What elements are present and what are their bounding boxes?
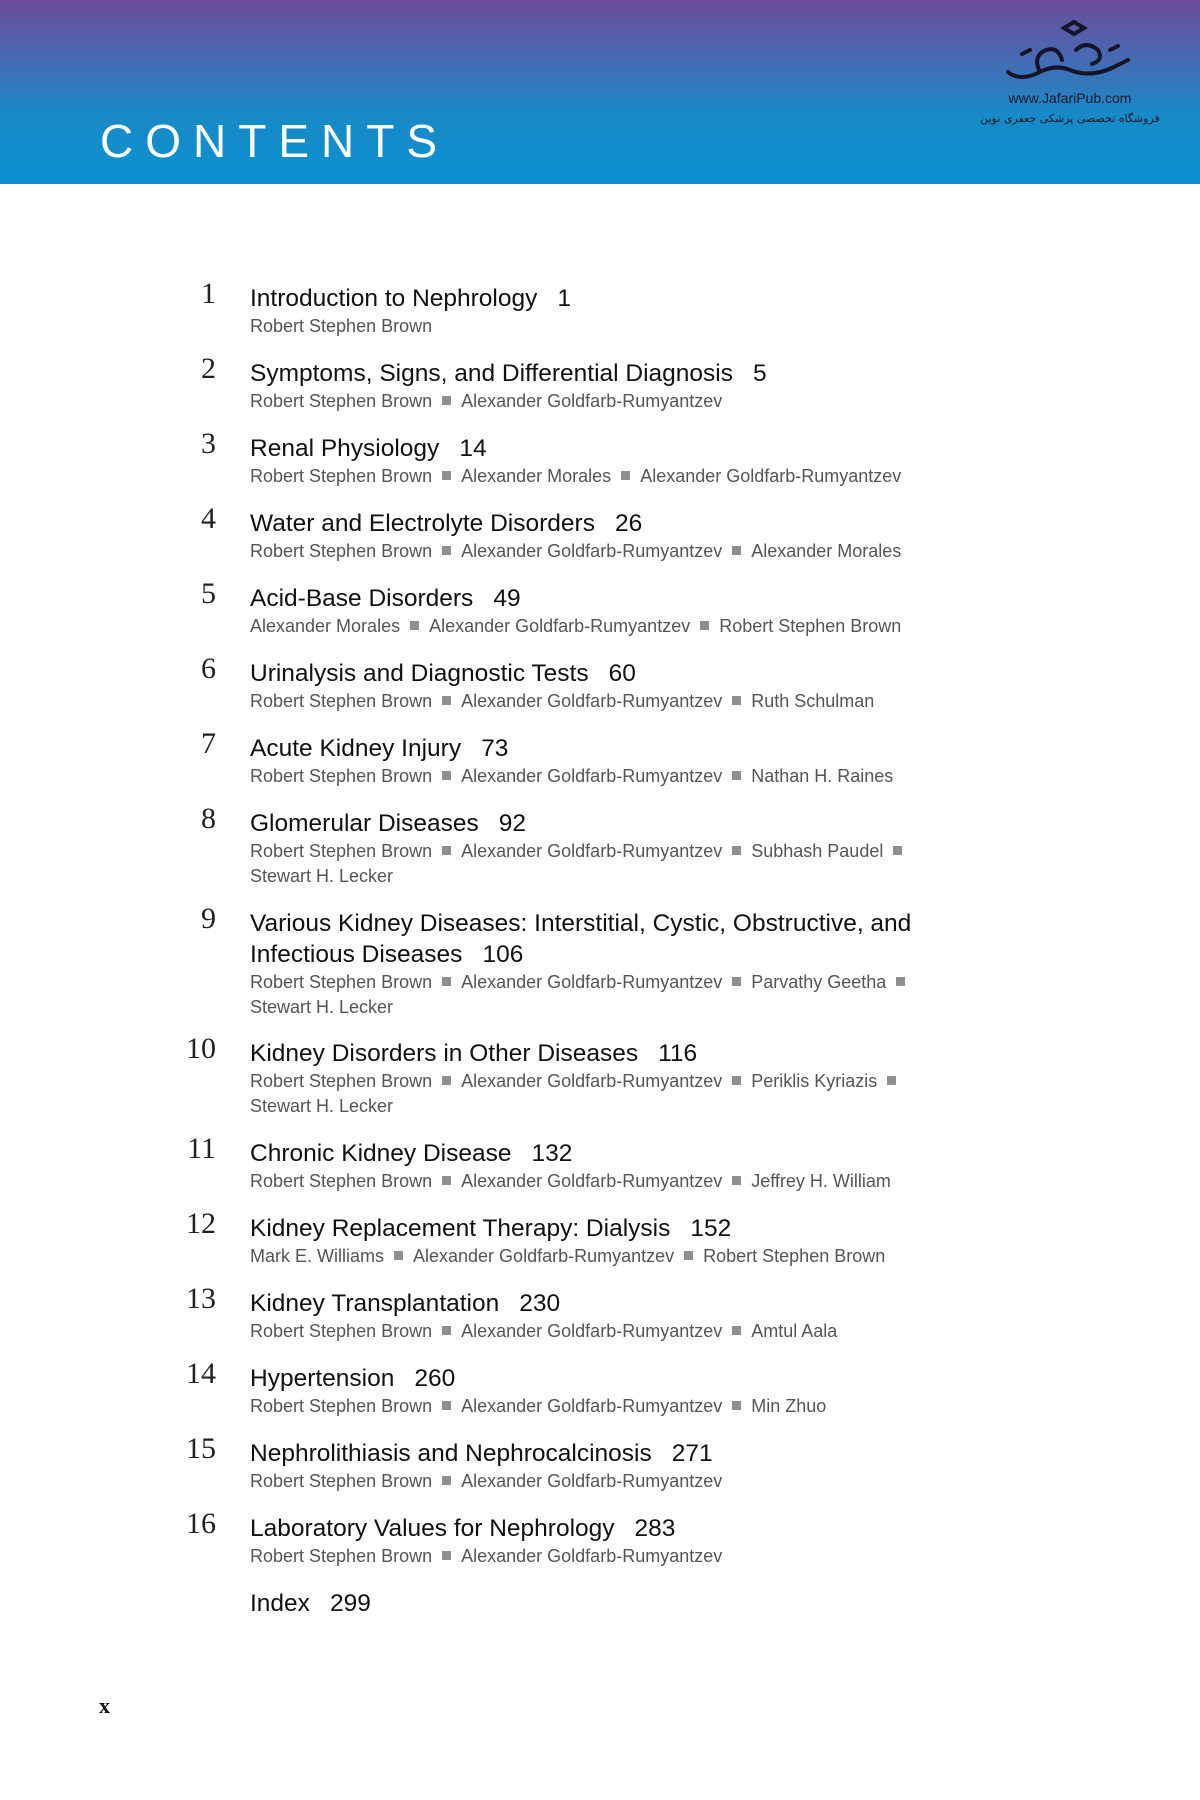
chapter-page-number: 152: [690, 1215, 732, 1242]
chapter-title: Urinalysis and Diagnostic Tests: [250, 660, 589, 687]
chapter-authors: [250, 970, 950, 1020]
chapter-authors: [250, 839, 950, 889]
author-separator-square: [700, 621, 709, 630]
chapter-title-line[interactable]: [250, 1138, 950, 1169]
chapter-title-line[interactable]: [250, 733, 950, 764]
author-separator-square: [442, 771, 451, 780]
author-separator-square: [887, 1076, 896, 1085]
publisher-logo: [1000, 20, 1140, 90]
chapter-number: 10: [186, 1032, 216, 1065]
chapter-page-number: 116: [658, 1040, 698, 1067]
author-name: Robert Stephen Brown: [250, 1396, 433, 1416]
author-name: Alexander Goldfarb-Rumyantzev: [640, 466, 902, 486]
author-name: Alexander Goldfarb-Rumyantzev: [461, 391, 723, 411]
author-name: Parvathy Geetha: [751, 972, 887, 992]
chapter-authors: [250, 764, 950, 789]
toc-entry-body: [250, 358, 950, 414]
author-name: Alexander Goldfarb-Rumyantzev: [461, 1171, 723, 1191]
chapter-authors: [250, 1394, 950, 1419]
author-separator-square: [684, 1251, 693, 1260]
chapter-title-line[interactable]: [250, 433, 950, 464]
chapter-title-line[interactable]: [250, 1363, 950, 1394]
toc-entry-body: [250, 1513, 950, 1569]
chapter-authors: [250, 1244, 950, 1269]
chapter-title-line[interactable]: [250, 1513, 950, 1544]
author-name: Alexander Goldfarb-Rumyantzev: [461, 691, 723, 711]
chapter-title: Various Kidney Diseases: Interstitial, Cystic, Obstructive, and Infectious Diseases: [250, 910, 912, 968]
author-separator-square: [410, 621, 419, 630]
author-name: Mark E. Williams: [250, 1246, 384, 1266]
chapter-page-number: 92: [498, 810, 527, 837]
chapter-number: 12: [186, 1207, 216, 1240]
watermark: [960, 20, 1180, 140]
chapter-authors: [250, 689, 950, 714]
author-name: Robert Stephen Brown: [250, 466, 433, 486]
author-separator-square: [732, 1076, 741, 1085]
author-name: Alexander Morales: [751, 541, 902, 561]
chapter-page-number: 73: [481, 735, 509, 762]
author-name: Robert Stephen Brown: [250, 1071, 433, 1091]
author-name: Robert Stephen Brown: [250, 541, 433, 561]
author-separator-square: [442, 846, 451, 855]
author-name: Robert Stephen Brown: [250, 1321, 433, 1341]
author-separator-square: [732, 846, 741, 855]
chapter-number: 16: [186, 1507, 216, 1540]
author-separator-square: [442, 471, 451, 480]
author-name: Robert Stephen Brown: [250, 841, 433, 861]
chapter-number: 5: [201, 577, 216, 610]
chapter-number: 14: [186, 1357, 216, 1390]
chapter-page-number: 49: [493, 585, 521, 612]
toc-entry-body: [250, 1363, 950, 1419]
chapter-title: Nephrolithiasis and Nephrocalcinosis: [250, 1440, 652, 1467]
chapter-page-number: 260: [414, 1365, 456, 1392]
chapter-authors: [250, 1069, 950, 1119]
chapter-authors: [250, 389, 950, 414]
chapter-title: Kidney Disorders in Other Diseases: [250, 1040, 639, 1067]
chapter-title: Introduction to Nephrology: [250, 285, 538, 312]
author-name: Alexander Goldfarb-Rumyantzev: [461, 766, 723, 786]
author-separator-square: [893, 846, 902, 855]
chapter-title-line[interactable]: [250, 583, 950, 614]
author-name: Nathan H. Raines: [751, 766, 894, 786]
author-separator-square: [732, 696, 741, 705]
author-separator-square: [732, 977, 741, 986]
chapter-number: 13: [186, 1282, 216, 1315]
author-separator-square: [896, 977, 905, 986]
toc-entry-body: [250, 908, 950, 1020]
author-separator-square: [394, 1251, 403, 1260]
author-name: Alexander Goldfarb-Rumyantzev: [461, 841, 723, 861]
author-separator-square: [621, 471, 630, 480]
chapter-page-number: 230: [519, 1290, 561, 1317]
author-name: Robert Stephen Brown: [250, 1171, 433, 1191]
author-name: Periklis Kyriazis: [751, 1071, 878, 1091]
chapter-title-line[interactable]: [250, 1288, 950, 1319]
chapter-page-number: 132: [531, 1140, 573, 1167]
author-name: Stewart H. Lecker: [250, 997, 394, 1017]
chapter-title: Kidney Replacement Therapy: Dialysis: [250, 1215, 671, 1242]
author-name: Alexander Morales: [250, 616, 401, 636]
author-separator-square: [442, 396, 451, 405]
chapter-title-line[interactable]: [250, 1038, 950, 1069]
toc-entry-body: [250, 658, 950, 714]
author-name: Alexander Goldfarb-Rumyantzev: [461, 1471, 723, 1491]
author-name: Jeffrey H. William: [751, 1171, 891, 1191]
author-separator-square: [442, 1476, 451, 1485]
author-separator-square: [442, 546, 451, 555]
chapter-number: 3: [201, 427, 216, 460]
chapter-title: Glomerular Diseases: [250, 810, 479, 837]
author-name: Alexander Goldfarb-Rumyantzev: [413, 1246, 675, 1266]
chapter-authors: [250, 1169, 950, 1194]
author-name: Robert Stephen Brown: [250, 972, 433, 992]
chapter-authors: [250, 1319, 950, 1344]
toc-entry-body: [250, 1438, 950, 1494]
chapter-number: 7: [201, 727, 216, 760]
chapter-page-number: 299: [329, 1590, 371, 1617]
chapter-title: Laboratory Values for Nephrology: [250, 1515, 615, 1542]
author-separator-square: [732, 1401, 741, 1410]
chapter-number: 2: [201, 352, 216, 385]
author-separator-square: [442, 1076, 451, 1085]
author-name: Robert Stephen Brown: [250, 316, 433, 336]
chapter-title: Water and Electrolyte Disorders: [250, 510, 595, 537]
author-separator-square: [442, 1176, 451, 1185]
chapter-authors: [250, 1469, 950, 1494]
author-name: Min Zhuo: [751, 1396, 827, 1416]
chapter-title-line[interactable]: [250, 1213, 950, 1244]
chapter-number: 1: [201, 277, 216, 310]
watermark-url: www.JafariPub.com: [1008, 90, 1132, 106]
author-name: Alexander Goldfarb-Rumyantzev: [461, 1546, 723, 1566]
chapter-page-number: 26: [614, 510, 643, 537]
toc-entry-body: [250, 1288, 950, 1344]
chapter-title-line[interactable]: [250, 658, 950, 689]
chapter-authors: [250, 1544, 950, 1569]
header-banner: [0, 0, 1200, 184]
chapter-title: Acid-Base Disorders: [250, 585, 474, 612]
chapter-title: Acute Kidney Injury: [250, 735, 462, 762]
author-name: Robert Stephen Brown: [250, 391, 433, 411]
author-separator-square: [732, 546, 741, 555]
toc-entry-body: [250, 1138, 950, 1194]
chapter-authors: [250, 464, 950, 489]
author-name: Robert Stephen Brown: [250, 1471, 433, 1491]
toc-entry-body: [250, 808, 950, 889]
chapter-title: Hypertension: [250, 1365, 395, 1392]
chapter-page-number: 5: [752, 360, 767, 387]
chapter-number: 9: [201, 902, 216, 935]
author-name: Alexander Morales: [461, 466, 612, 486]
chapter-title: Chronic Kidney Disease: [250, 1140, 512, 1167]
chapter-page-number: 271: [671, 1440, 713, 1467]
chapter-page-number: 106: [482, 941, 524, 968]
toc-entry-body: [250, 1038, 950, 1119]
author-separator-square: [442, 977, 451, 986]
chapter-number: 15: [186, 1432, 216, 1465]
author-separator-square: [732, 1176, 741, 1185]
chapter-title-line[interactable]: [250, 1588, 950, 1619]
chapter-title-line[interactable]: [250, 908, 930, 970]
author-separator-square: [732, 771, 741, 780]
chapter-page-number: 14: [459, 435, 487, 462]
chapter-title-line[interactable]: [250, 358, 950, 389]
author-name: Alexander Goldfarb-Rumyantzev: [429, 616, 691, 636]
watermark-tagline: فروشگاه تخصصی پزشکی جعفری نوین: [980, 112, 1160, 125]
chapter-title-line[interactable]: [250, 1438, 950, 1469]
toc-entry-body: [250, 283, 950, 339]
chapter-title: Kidney Transplantation: [250, 1290, 500, 1317]
page-folio: x: [99, 1693, 110, 1718]
author-name: Alexander Goldfarb-Rumyantzev: [461, 1071, 723, 1091]
toc-entry-body: [250, 1588, 950, 1619]
chapter-page-number: 1: [557, 285, 572, 312]
toc-entry-body: [250, 1213, 950, 1269]
chapter-number: 6: [201, 652, 216, 685]
chapter-number: 4: [201, 502, 216, 535]
author-name: Alexander Goldfarb-Rumyantzev: [461, 972, 723, 992]
author-name: Subhash Paudel: [751, 841, 884, 861]
author-name: Ruth Schulman: [751, 691, 875, 711]
author-name: Alexander Goldfarb-Rumyantzev: [461, 1396, 723, 1416]
toc-entry-body: [250, 733, 950, 789]
chapter-title-line[interactable]: [250, 508, 950, 539]
chapter-authors: [250, 614, 950, 639]
author-name: Robert Stephen Brown: [250, 1546, 433, 1566]
chapter-title-line[interactable]: [250, 808, 950, 839]
chapter-authors: [250, 539, 950, 564]
author-name: Amtul Aala: [751, 1321, 838, 1341]
author-name: Robert Stephen Brown: [250, 766, 433, 786]
author-name: Robert Stephen Brown: [703, 1246, 886, 1266]
author-separator-square: [442, 696, 451, 705]
author-name: Alexander Goldfarb-Rumyantzev: [461, 1321, 723, 1341]
chapter-page-number: 283: [634, 1515, 676, 1542]
author-name: Robert Stephen Brown: [250, 691, 433, 711]
author-separator-square: [732, 1326, 741, 1335]
author-separator-square: [442, 1401, 451, 1410]
chapter-page-number: 60: [608, 660, 636, 687]
chapter-authors: [250, 314, 950, 339]
chapter-title: Renal Physiology: [250, 435, 440, 462]
toc-entry-body: [250, 433, 950, 489]
chapter-title-line[interactable]: [250, 283, 950, 314]
author-name: Alexander Goldfarb-Rumyantzev: [461, 541, 723, 561]
author-name: Robert Stephen Brown: [719, 616, 902, 636]
page-title: CONTENTS: [100, 115, 449, 167]
author-separator-square: [442, 1551, 451, 1560]
author-name: Stewart H. Lecker: [250, 1096, 394, 1116]
chapter-number: 8: [201, 802, 216, 835]
chapter-number: 11: [187, 1132, 216, 1165]
author-separator-square: [442, 1326, 451, 1335]
toc-entry-body: [250, 508, 950, 564]
toc-entry-body: [250, 583, 950, 639]
author-name: Stewart H. Lecker: [250, 866, 394, 886]
chapter-title: Index: [250, 1590, 310, 1617]
chapter-title: Symptoms, Signs, and Differential Diagnosis: [250, 360, 733, 387]
